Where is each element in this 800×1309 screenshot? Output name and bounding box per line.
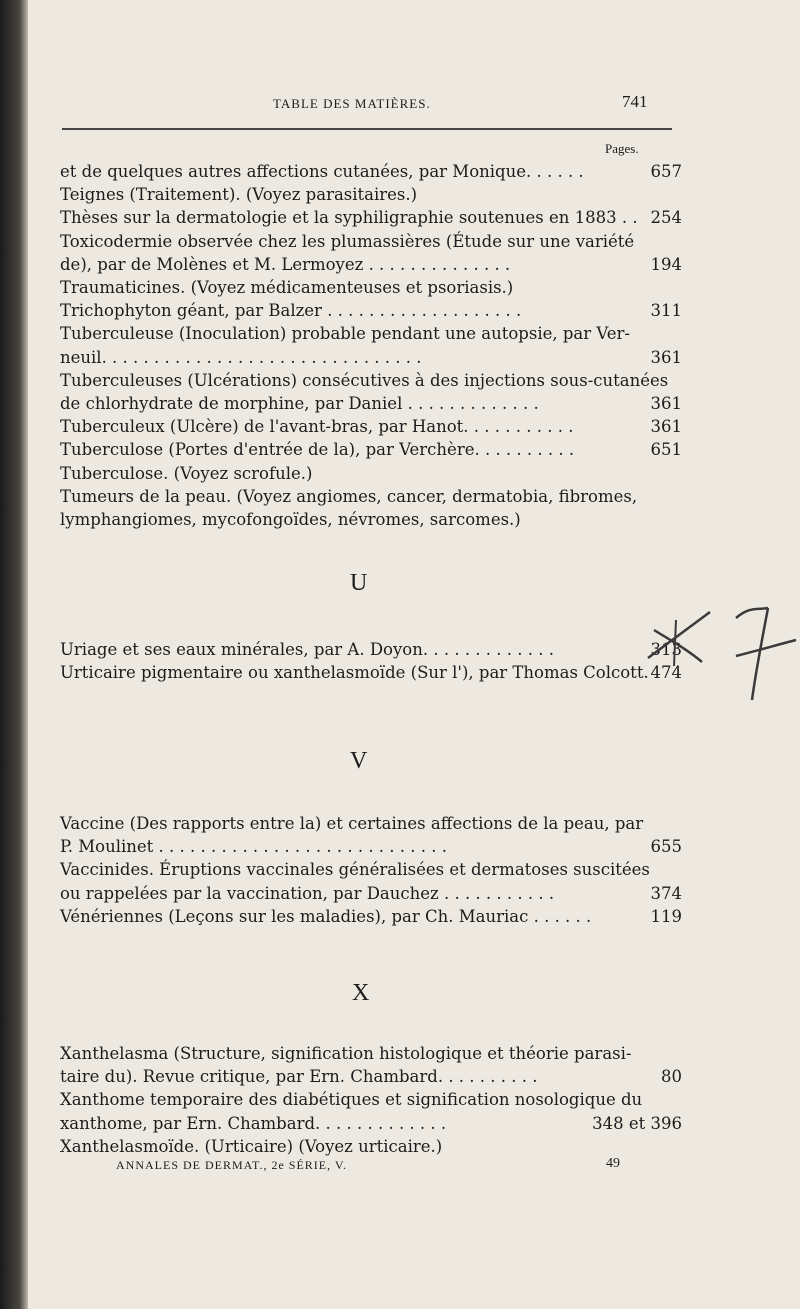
page-number: 741 — [622, 92, 648, 111]
index-entry: Vaccine (Des rapports entre la) et certaines affections de la peau, par P. Moulinet . . . . . . . . . . . . . . . . . . . . . . . . . . . . 655 — [60, 812, 682, 858]
handwritten-mark-icon — [640, 600, 800, 710]
index-entry: Urticaire pigmentaire ou xanthelasmoïde (Sur l'), par Thomas Colcott. 474 — [60, 661, 682, 684]
header-rule — [62, 128, 672, 130]
index-entry: Tuberculose. (Voyez scrofule.) — [60, 463, 313, 483]
page-gutter — [0, 0, 28, 1309]
index-entry: Vaccinides. Éruptions vaccinales généralisées et dermatoses suscitées ou rappelées par la vaccination, par Dauchez . . . . . . . . . . . 374 — [60, 858, 682, 904]
index-entry: Xanthelasma (Structure, signification histologique et théorie parasi- taire du). Revue critique, par Ern. Chambard. . . . . . . . . . 80 — [60, 1042, 682, 1088]
page-ref: 348 et 396 — [592, 1113, 682, 1133]
pages-column-label: Pages. — [605, 141, 639, 156]
page-ref: 313 — [650, 640, 682, 659]
page-ref: 80 — [661, 1067, 682, 1087]
page-ref: 474 — [650, 663, 682, 683]
page-ref: 254 — [650, 208, 682, 228]
index-entry: Uriage et ses eaux minérales, par A. Doyon. . . . . . . . . . . . . 313 — [60, 638, 682, 661]
page-ref: 194 — [650, 254, 682, 274]
index-section-v — [60, 812, 682, 928]
section-letter-v: V — [350, 748, 368, 774]
index-section-u — [60, 638, 682, 684]
document-page — [28, 0, 800, 1309]
index-entry: Trichophyton géant, par Balzer . . . . . . . . . . . . . . . . . . . 311 — [60, 299, 682, 322]
page-ref: 651 — [650, 440, 682, 460]
index-entry: Thèses sur la dermatologie et la syphiligraphie soutenues en 1883 . . 254 — [60, 206, 682, 229]
index-entry: Tumeurs de la peau. (Voyez angiomes, cancer, dermatobia, fibromes, lymphangiomes, mycofongoïdes, névromes, sarcomes.) — [60, 486, 638, 530]
index-section-t — [60, 160, 682, 531]
page-ref: 657 — [650, 162, 682, 181]
index-entry: Teignes (Traitement). (Voyez parasitaires.) — [60, 185, 418, 205]
page-ref: 361 — [650, 347, 682, 367]
index-entry: Tuberculeux (Ulcère) de l'avant-bras, par Hanot. . . . . . . . . . . 361 — [60, 415, 682, 438]
index-entry: Tuberculeuses (Ulcérations) consécutives à des injections sous-cutanées de chlorhydrate de morphine, par Daniel . . . . . . . . . . . . . 361 — [60, 369, 682, 415]
footer-signature-number: 49 — [606, 1156, 620, 1171]
page-ref: 119 — [650, 906, 682, 926]
page-ref: 361 — [650, 417, 682, 437]
running-header: TABLE DES MATIÈRES. — [273, 96, 431, 111]
page-ref: 361 — [650, 394, 682, 414]
page-ref: 655 — [650, 837, 682, 857]
page-ref: 311 — [650, 301, 682, 321]
footer-journal: ANNALES DE DERMAT., 2e SÉRIE, V. — [116, 1158, 348, 1172]
index-entry: et de quelques autres affections cutanées, par Monique. . . . . . 657 — [60, 160, 682, 183]
index-entry: Toxicodermie observée chez les plumassières (Étude sur une variété de), par de Molènes et M. Lermoyez . . . . . . . . . . . . . . 194 — [60, 230, 682, 276]
section-letter-u: U — [350, 570, 368, 596]
page-ref: 374 — [650, 883, 682, 903]
index-entry: Xanthome temporaire des diabétiques et signification nosologique du xanthome, par Ern. Chambard. . . . . . . . . . . . . 348 et 396 — [60, 1088, 682, 1134]
index-entry: Vénériennes (Leçons sur les maladies), par Ch. Mauriac . . . . . . 119 — [60, 905, 682, 928]
section-letter-x: X — [352, 980, 370, 1006]
index-entry: Tuberculeuse (Inoculation) probable pendant une autopsie, par Ver- neuil. . . . . . . . . . . . . . . . . . . . . . . . . . . . . . . 361 — [60, 322, 682, 368]
index-entry: Tuberculose (Portes d'entrée de la), par Verchère. . . . . . . . . . 651 — [60, 438, 682, 461]
index-entry: Traumaticines. (Voyez médicamenteuses et psoriasis.) — [60, 278, 514, 298]
index-section-x — [60, 1042, 682, 1158]
index-entry: Xanthelasmoïde. (Urticaire) (Voyez urticaire.) — [60, 1136, 443, 1156]
